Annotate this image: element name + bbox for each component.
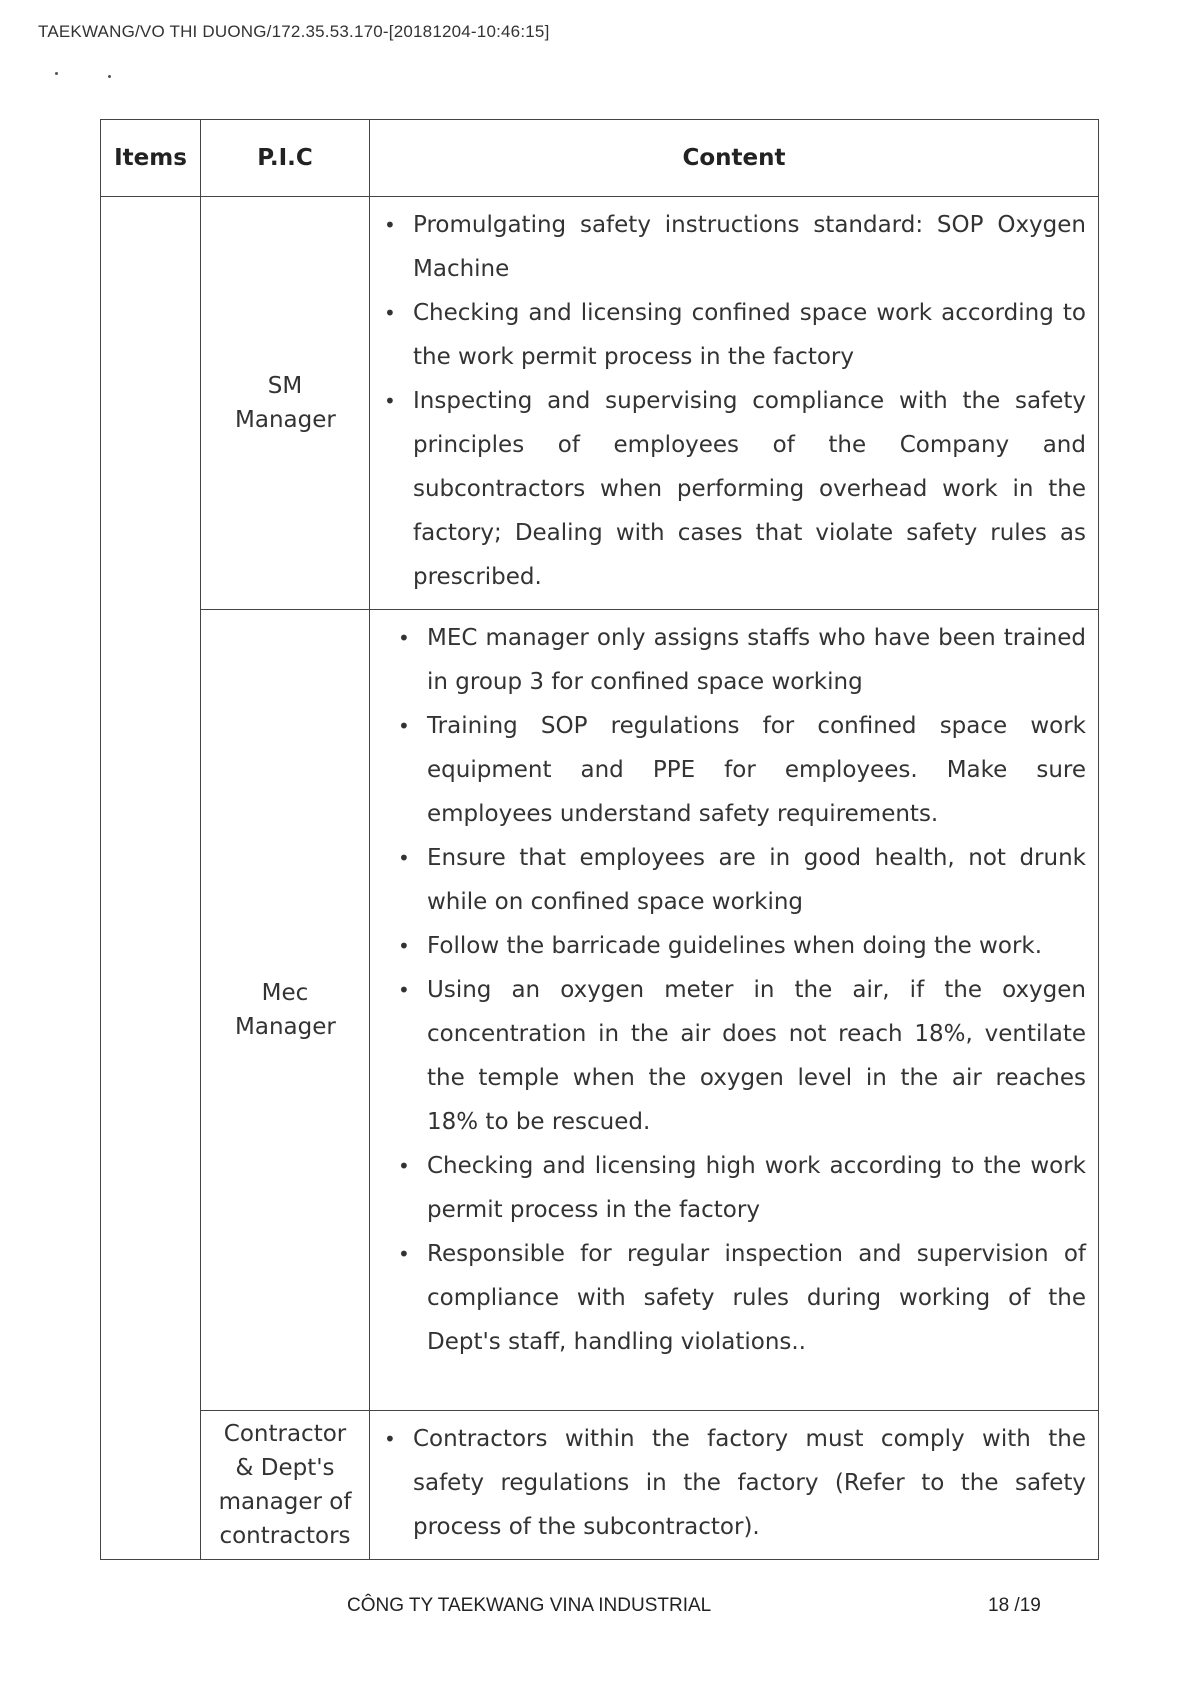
header-items: Items — [101, 120, 201, 197]
list-item: • MEC manager only assigns staffs who have been trained in group 3 for confined space working — [382, 616, 1086, 704]
list-item: • Ensure that employees are in good health, not drunk while on confined space working — [382, 836, 1086, 924]
list-item: • Promulgating safety instructions standard: SOP Oxygen Machine — [382, 203, 1086, 291]
list-item: • Contractors within the factory must comply with the safety regulations in the factory (Refer to the safety process of the subcontractor). — [382, 1417, 1086, 1549]
list-item: • Checking and licensing high work according to the work permit process in the factory — [382, 1144, 1086, 1232]
table-row-sm-manager — [101, 197, 1099, 610]
list-item: • Responsible for regular inspection and supervision of compliance with safety rules during working of the Dept's staff, handling violations.. — [382, 1232, 1086, 1364]
table-row-contractors — [101, 1411, 1099, 1560]
pic-label: Mec Manager — [235, 980, 336, 1040]
scan-speck — [55, 72, 58, 75]
list-item: • Inspecting and supervising compliance with the safety principles of employees of the Company and subcontractors when performing overhead work in the factory; Dealing with cases that violate safety rules as prescribed. — [382, 379, 1086, 599]
pic-label: SM Manager — [235, 373, 336, 433]
items-cell — [101, 197, 201, 1560]
pic-label: Contractor & Dept's manager of contractors — [218, 1421, 352, 1549]
footer-company-name: CÔNG TY TAEKWANG VINA INDUSTRIAL — [347, 1595, 712, 1616]
footer-page-number: 18 /19 — [988, 1595, 1041, 1616]
pic-cell-sm-manager — [201, 197, 370, 610]
content-list — [370, 197, 1098, 609]
list-item: • Using an oxygen meter in the air, if the oxygen concentration in the air does not reach 18%, ventilate the temple when the oxygen level in the air reaches 18% to be rescued. — [382, 968, 1086, 1144]
content-list — [370, 1411, 1098, 1559]
content-list — [370, 610, 1098, 1374]
header-pic: P.I.C — [201, 120, 370, 197]
table-row-mec-manager — [101, 610, 1099, 1411]
pic-cell-contractors — [201, 1411, 370, 1560]
responsibility-table — [100, 119, 1099, 1560]
pic-cell-mec-manager — [201, 610, 370, 1411]
list-item: • Training SOP regulations for confined space work equipment and PPE for employees. Make sure employees understand safety requirements. — [382, 704, 1086, 836]
scan-specks — [55, 72, 115, 82]
header-content: Content — [370, 120, 1099, 197]
content-cell-mec-manager — [370, 610, 1099, 1411]
scan-header: TAEKWANG/VO THI DUONG/172.35.53.170-[20181204-10:46:15] — [38, 22, 550, 41]
list-item: • Follow the barricade guidelines when doing the work. — [382, 924, 1086, 968]
scan-speck — [108, 75, 111, 78]
table-header-row — [101, 120, 1099, 197]
content-cell-sm-manager — [370, 197, 1099, 610]
content-cell-contractors — [370, 1411, 1099, 1560]
list-item: • Checking and licensing confined space work according to the work permit process in the factory — [382, 291, 1086, 379]
